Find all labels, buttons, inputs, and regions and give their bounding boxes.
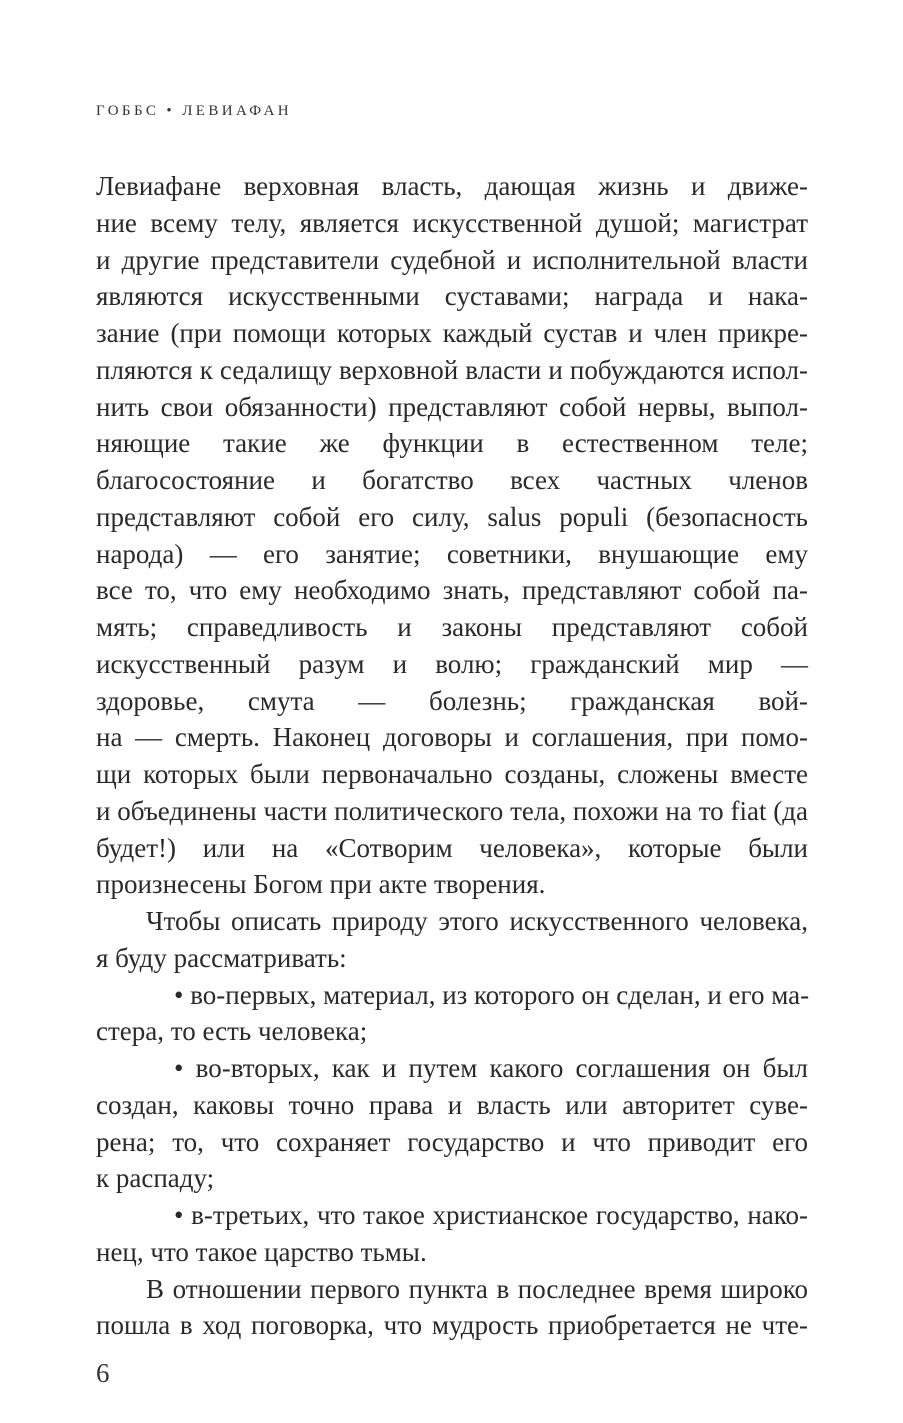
text-line: благосостояние и богатство всех частных членов <box>96 465 808 495</box>
text-line: нить свои обязанности) представляют собой нервы, выпол- <box>96 391 808 422</box>
text-line: здоровье, смута — болезнь; гражданская вой- <box>96 685 808 716</box>
text-line: я буду рассматривать: <box>96 942 347 973</box>
text-line: мять; справедливость и законы представляют собой <box>96 612 808 642</box>
text-line: щи которых были первоначально созданы, сложены вместе <box>96 759 808 789</box>
bullet-line: • в-третьих, что такое христианское государство, нако- <box>174 1200 808 1230</box>
text-line: Левиафане верховная власть, дающая жизнь и движе- <box>96 171 808 201</box>
body-text <box>96 168 808 1344</box>
text-line: и объединены части политического тела, похожи на то fiat (да <box>96 795 808 826</box>
text-line: пляются к седалищу верховной власти и побуждаются испол- <box>96 354 808 385</box>
text-line: создан, каковы точно права и власть или авторитет суве- <box>96 1089 808 1120</box>
text-line: и другие представители судебной и исполнительной власти <box>96 244 808 275</box>
running-head: ГОББС • ЛЕВИАФАН <box>96 103 293 119</box>
text-line: стера, то есть человека; <box>96 1016 368 1047</box>
text-line: произнесены Богом при акте творения. <box>96 869 546 900</box>
text-line: ние всему телу, является искусственной душой; магистрат <box>96 207 808 238</box>
bullet-line: • во-вторых, как и путем какого соглашения он был <box>174 1053 808 1083</box>
text-line: В отношении первого пункта в последнее время широко <box>146 1273 808 1304</box>
page-number: 6 <box>96 1358 110 1388</box>
text-line: Чтобы описать природу этого искусственного человека, <box>146 906 808 936</box>
text-line: зание (при помощи которых каждый сустав и член прикре- <box>96 318 808 348</box>
text-line: народа) — его занятие; советники, внушающие ему <box>96 538 808 569</box>
bullet-line: • во-первых, материал, из которого он сделан, и его ма- <box>174 979 810 1010</box>
text-line: представляют собой его силу, salus populi (безопасность <box>96 501 808 532</box>
text-line: няющие такие же функции в естественном теле; <box>96 428 808 459</box>
text-line: на — смерть. Наконец договоры и соглашения, при помо- <box>96 722 808 753</box>
text-line: являются искусственными суставами; награда и нака- <box>96 281 808 312</box>
text-line: рена; то, что сохраняет государство и что приводит его <box>96 1126 808 1157</box>
text-line: нец, что такое царство тьмы. <box>96 1236 427 1267</box>
text-line: к распаду; <box>96 1163 215 1194</box>
text-line: будет!) или на «Сотворим человека», которые были <box>96 832 808 863</box>
text-line: все то, что ему необходимо знать, представляют собой па- <box>96 575 808 606</box>
text-line: искусственный разум и волю; гражданский мир — <box>96 648 808 679</box>
text-line: пошла в ход поговорка, что мудрость приобретается не чте- <box>96 1310 808 1341</box>
